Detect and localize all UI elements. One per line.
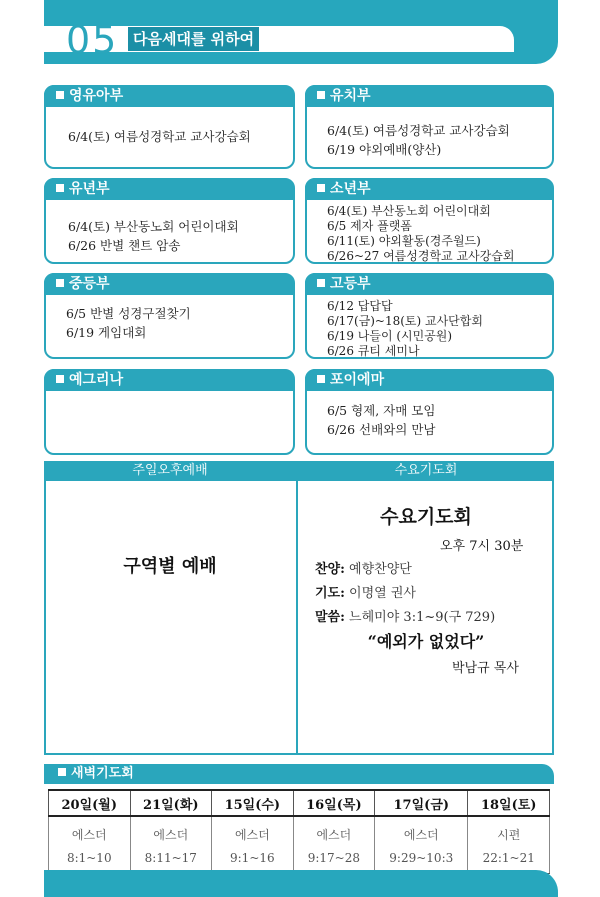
wednesday-title: 수요기도회 bbox=[380, 506, 472, 528]
dept-box-high bbox=[305, 273, 554, 359]
dawn-prayer-title: 새벽기도회 bbox=[71, 766, 134, 781]
dept-box-infant bbox=[44, 85, 295, 169]
dept-header bbox=[44, 273, 295, 295]
table-cell: 8:1~10 bbox=[49, 846, 131, 874]
table-cell: 9:1~16 bbox=[212, 846, 294, 874]
table-cell: 에스더 bbox=[212, 816, 294, 846]
row-value: 느헤미야 3:1~9(구 729) bbox=[344, 610, 496, 625]
square-bullet-icon bbox=[56, 375, 64, 383]
row-label: 말씀: bbox=[315, 610, 345, 625]
table-cell: 에스더 bbox=[130, 816, 212, 846]
table-header-row bbox=[49, 790, 550, 816]
table-cell: 8:11~17 bbox=[130, 846, 212, 874]
dawn-prayer-table bbox=[48, 789, 550, 874]
dept-line: 6/4(토) 여름성경학교 교사강습회 bbox=[327, 123, 510, 138]
dept-name: 유년부 bbox=[69, 181, 110, 197]
wednesday-header: 수요기도회 bbox=[298, 461, 554, 481]
divider bbox=[44, 461, 46, 755]
square-bullet-icon bbox=[56, 184, 64, 192]
table-cell: 에스더 bbox=[49, 816, 131, 846]
dept-name: 소년부 bbox=[330, 181, 371, 197]
dept-box-yegrina bbox=[44, 369, 295, 455]
square-bullet-icon bbox=[317, 279, 325, 287]
table-header-cell: 18일(토) bbox=[468, 790, 550, 816]
square-bullet-icon bbox=[317, 91, 325, 99]
table-cell: 9:17~28 bbox=[293, 846, 375, 874]
dept-line: 6/4(토) 부산동노회 어린이대회 bbox=[68, 219, 239, 234]
dept-name: 고등부 bbox=[330, 276, 371, 292]
table-row bbox=[49, 816, 550, 846]
dept-name: 예그리나 bbox=[69, 372, 124, 388]
dept-name: 영유아부 bbox=[69, 88, 124, 104]
dept-line: 6/5 제자 플랫폼 bbox=[327, 219, 412, 233]
row-value: 이명열 권사 bbox=[344, 586, 416, 601]
dept-line: 6/26 반별 챈트 암송 bbox=[68, 238, 181, 253]
dept-line: 6/19 게임대회 bbox=[66, 325, 147, 340]
dept-header bbox=[44, 85, 295, 107]
sunday-afternoon-content: 구역별 예배 bbox=[123, 556, 217, 577]
dept-header bbox=[305, 273, 554, 295]
table-header-cell: 20일(월) bbox=[49, 790, 131, 816]
wednesday-prayer bbox=[315, 582, 416, 601]
dept-header bbox=[305, 85, 554, 107]
square-bullet-icon bbox=[317, 184, 325, 192]
page-title: 다음세대를 위하여 bbox=[128, 27, 259, 51]
dept-box-middle bbox=[44, 273, 295, 359]
dept-line: 6/4(토) 부산동노회 어린이대회 bbox=[327, 204, 491, 218]
dept-box-poiema bbox=[305, 369, 554, 455]
dept-line: 6/4(토) 여름성경학교 교사강습회 bbox=[68, 129, 251, 144]
dept-header bbox=[44, 178, 295, 200]
square-bullet-icon bbox=[56, 279, 64, 287]
pastor-name: 박남규 목사 bbox=[452, 661, 519, 676]
wednesday-praise bbox=[315, 558, 412, 577]
dept-line: 6/26 선배와의 만남 bbox=[327, 422, 436, 437]
dept-box-junior bbox=[305, 178, 554, 264]
dept-header bbox=[44, 369, 295, 391]
dept-line: 6/5 반별 성경구절찾기 bbox=[66, 306, 191, 321]
section-number: 05 bbox=[66, 18, 119, 62]
footer-band bbox=[44, 870, 558, 897]
dept-name: 중등부 bbox=[69, 276, 110, 292]
square-bullet-icon bbox=[56, 91, 64, 99]
table-header-cell: 16일(목) bbox=[293, 790, 375, 816]
wednesday-sermon bbox=[315, 606, 495, 625]
dept-box-primary bbox=[44, 178, 295, 264]
table-cell: 22:1~21 bbox=[468, 846, 550, 874]
table-cell: 9:29~10:3 bbox=[375, 846, 468, 874]
dept-line: 6/5 형제, 자매 모임 bbox=[327, 403, 436, 418]
dept-line: 6/19 야외예배(양산) bbox=[327, 142, 442, 157]
row-label: 찬양: bbox=[315, 562, 345, 577]
dept-name: 포이에마 bbox=[330, 372, 385, 388]
table-header-cell: 17일(금) bbox=[375, 790, 468, 816]
dept-line: 6/11(토) 야외활동(경주월드) bbox=[327, 234, 481, 248]
row-label: 기도: bbox=[315, 586, 345, 601]
sermon-title: “예외가 없었다” bbox=[367, 632, 485, 651]
dept-header bbox=[305, 369, 554, 391]
table-cell: 에스더 bbox=[293, 816, 375, 846]
divider bbox=[44, 753, 554, 755]
dept-line: 6/26 큐티 세미나 bbox=[327, 344, 420, 358]
dept-header bbox=[305, 178, 554, 200]
square-bullet-icon bbox=[58, 768, 66, 776]
dept-line: 6/26~27 여름성경학교 교사강습회 bbox=[327, 249, 515, 263]
wednesday-time: 오후 7시 30분 bbox=[440, 539, 524, 554]
table-cell: 에스더 bbox=[375, 816, 468, 846]
sunday-afternoon-header: 주일오후예배 bbox=[44, 461, 296, 481]
table-cell: 시편 bbox=[468, 816, 550, 846]
square-bullet-icon bbox=[317, 375, 325, 383]
dept-name: 유치부 bbox=[330, 88, 371, 104]
table-header-cell: 21일(화) bbox=[130, 790, 212, 816]
dept-line: 6/12 답답답 bbox=[327, 299, 393, 313]
dept-line: 6/17(금)~18(토) 교사단합회 bbox=[327, 314, 483, 328]
row-value: 예향찬양단 bbox=[344, 562, 412, 577]
dept-line: 6/19 나들이 (시민공원) bbox=[327, 329, 453, 343]
dept-box-kindergarten bbox=[305, 85, 554, 169]
table-header-cell: 15일(수) bbox=[212, 790, 294, 816]
dawn-prayer-header bbox=[44, 764, 554, 784]
